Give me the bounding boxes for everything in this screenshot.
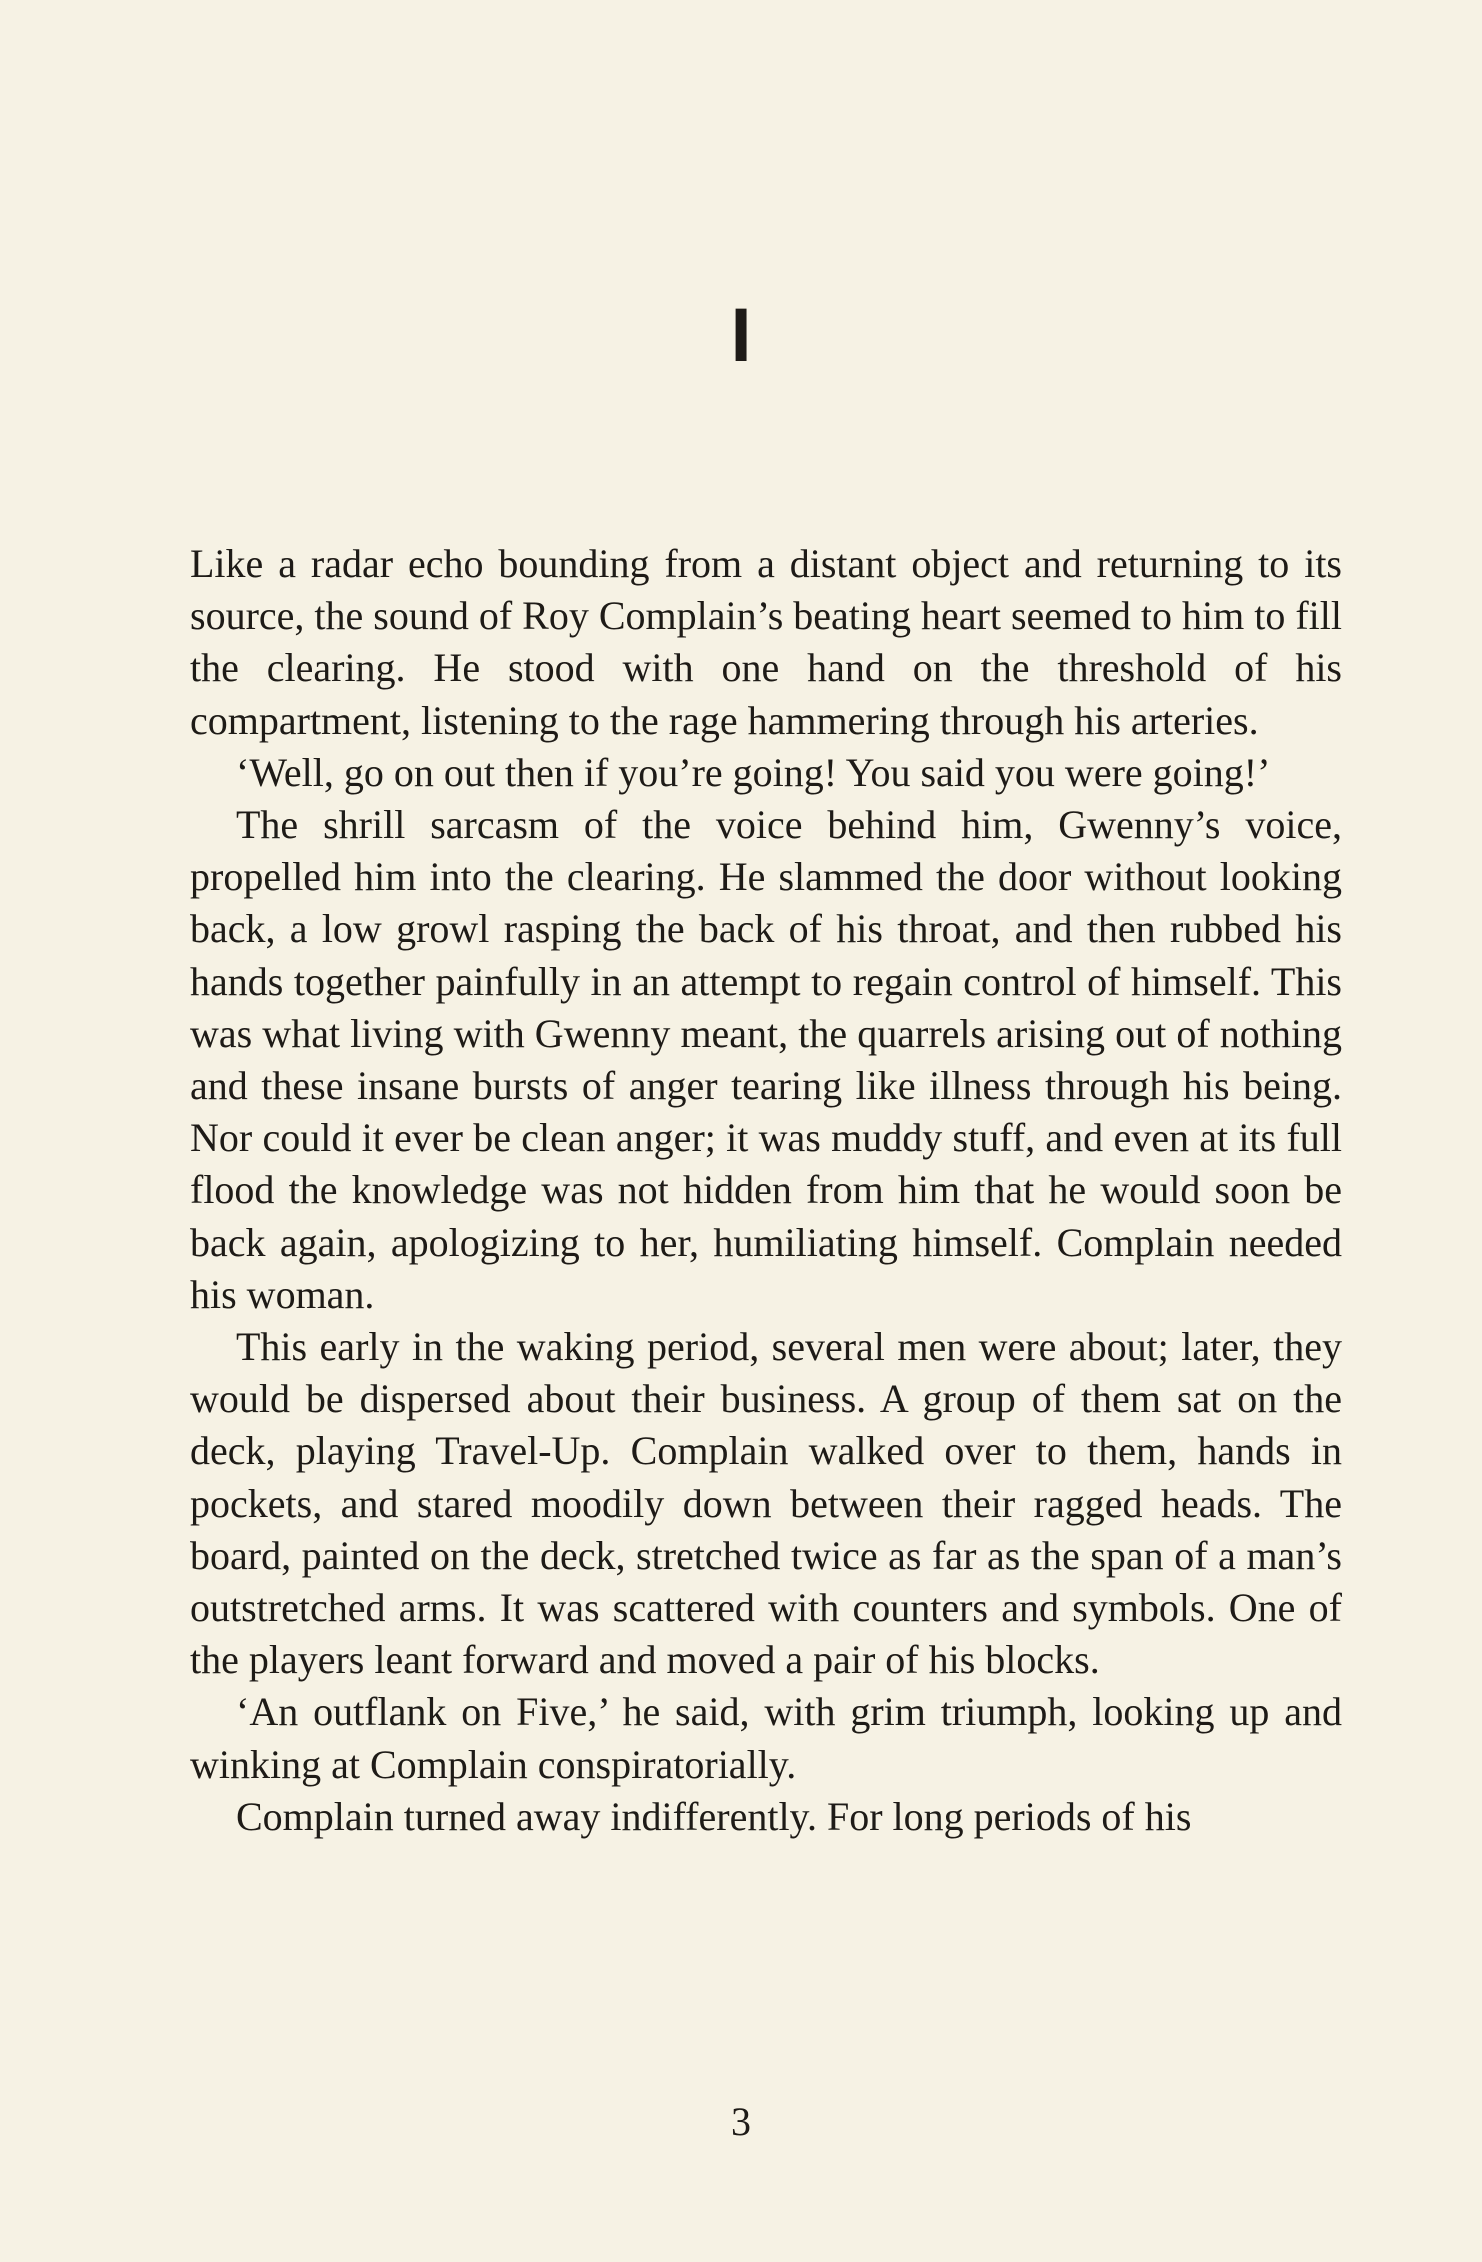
chapter-number: I (730, 293, 752, 378)
paragraph-6: Complain turned away indifferently. For long periods of his (236, 1793, 1192, 1839)
paragraph-2: ‘Well, go on out then if you’re going! You said you were going!’ (236, 749, 1271, 795)
page-number: 3 (731, 2099, 751, 2144)
paragraph-4: This early in the waking period, several men were about; later, they would be dispersed about their business. A group of them sat on the deck, playing Travel-Up. Complain walked over to them, hands in pockets, and stared moodily down between their ragged heads. The board, painted on the deck, stretched twice as far as the span of a man’s outstretched arms. It was scattered with counters and symbols. One of the players leant forward and moved a pair of his blocks. (190, 1324, 1342, 1683)
paragraph-1: Like a radar echo bounding from a distant object and returning to its source, the sound of Roy Complain’s beating heart seemed to him to fill the clearing. He stood with one hand on the threshold of his compartment, listening to the rage hammering through his arteries. (190, 541, 1343, 743)
paragraph-5: ‘An outflank on Five,’ he said, with grim triumph, looking up and winking at Complain conspiratorially. (190, 1689, 1342, 1787)
chapter-body-text (190, 538, 1342, 1843)
paragraph-3: The shrill sarcasm of the voice behind him, Gwenny’s voice, propelled him into the clearing. He slammed the door without looking back, a low growl rasping the back of his throat, and then rubbed his hands together painfully in an attempt to regain control of himself. This was what living with Gwenny meant, the quarrels arising out of nothing and these insane bursts of anger tearing like illness through his being. Nor could it ever be clean anger; it was muddy stuff, and even at its full flood the knowledge was not hidden from him that he would soon be back again, apologizing to her, humiliating himself. Complain needed his woman. (190, 802, 1342, 1317)
